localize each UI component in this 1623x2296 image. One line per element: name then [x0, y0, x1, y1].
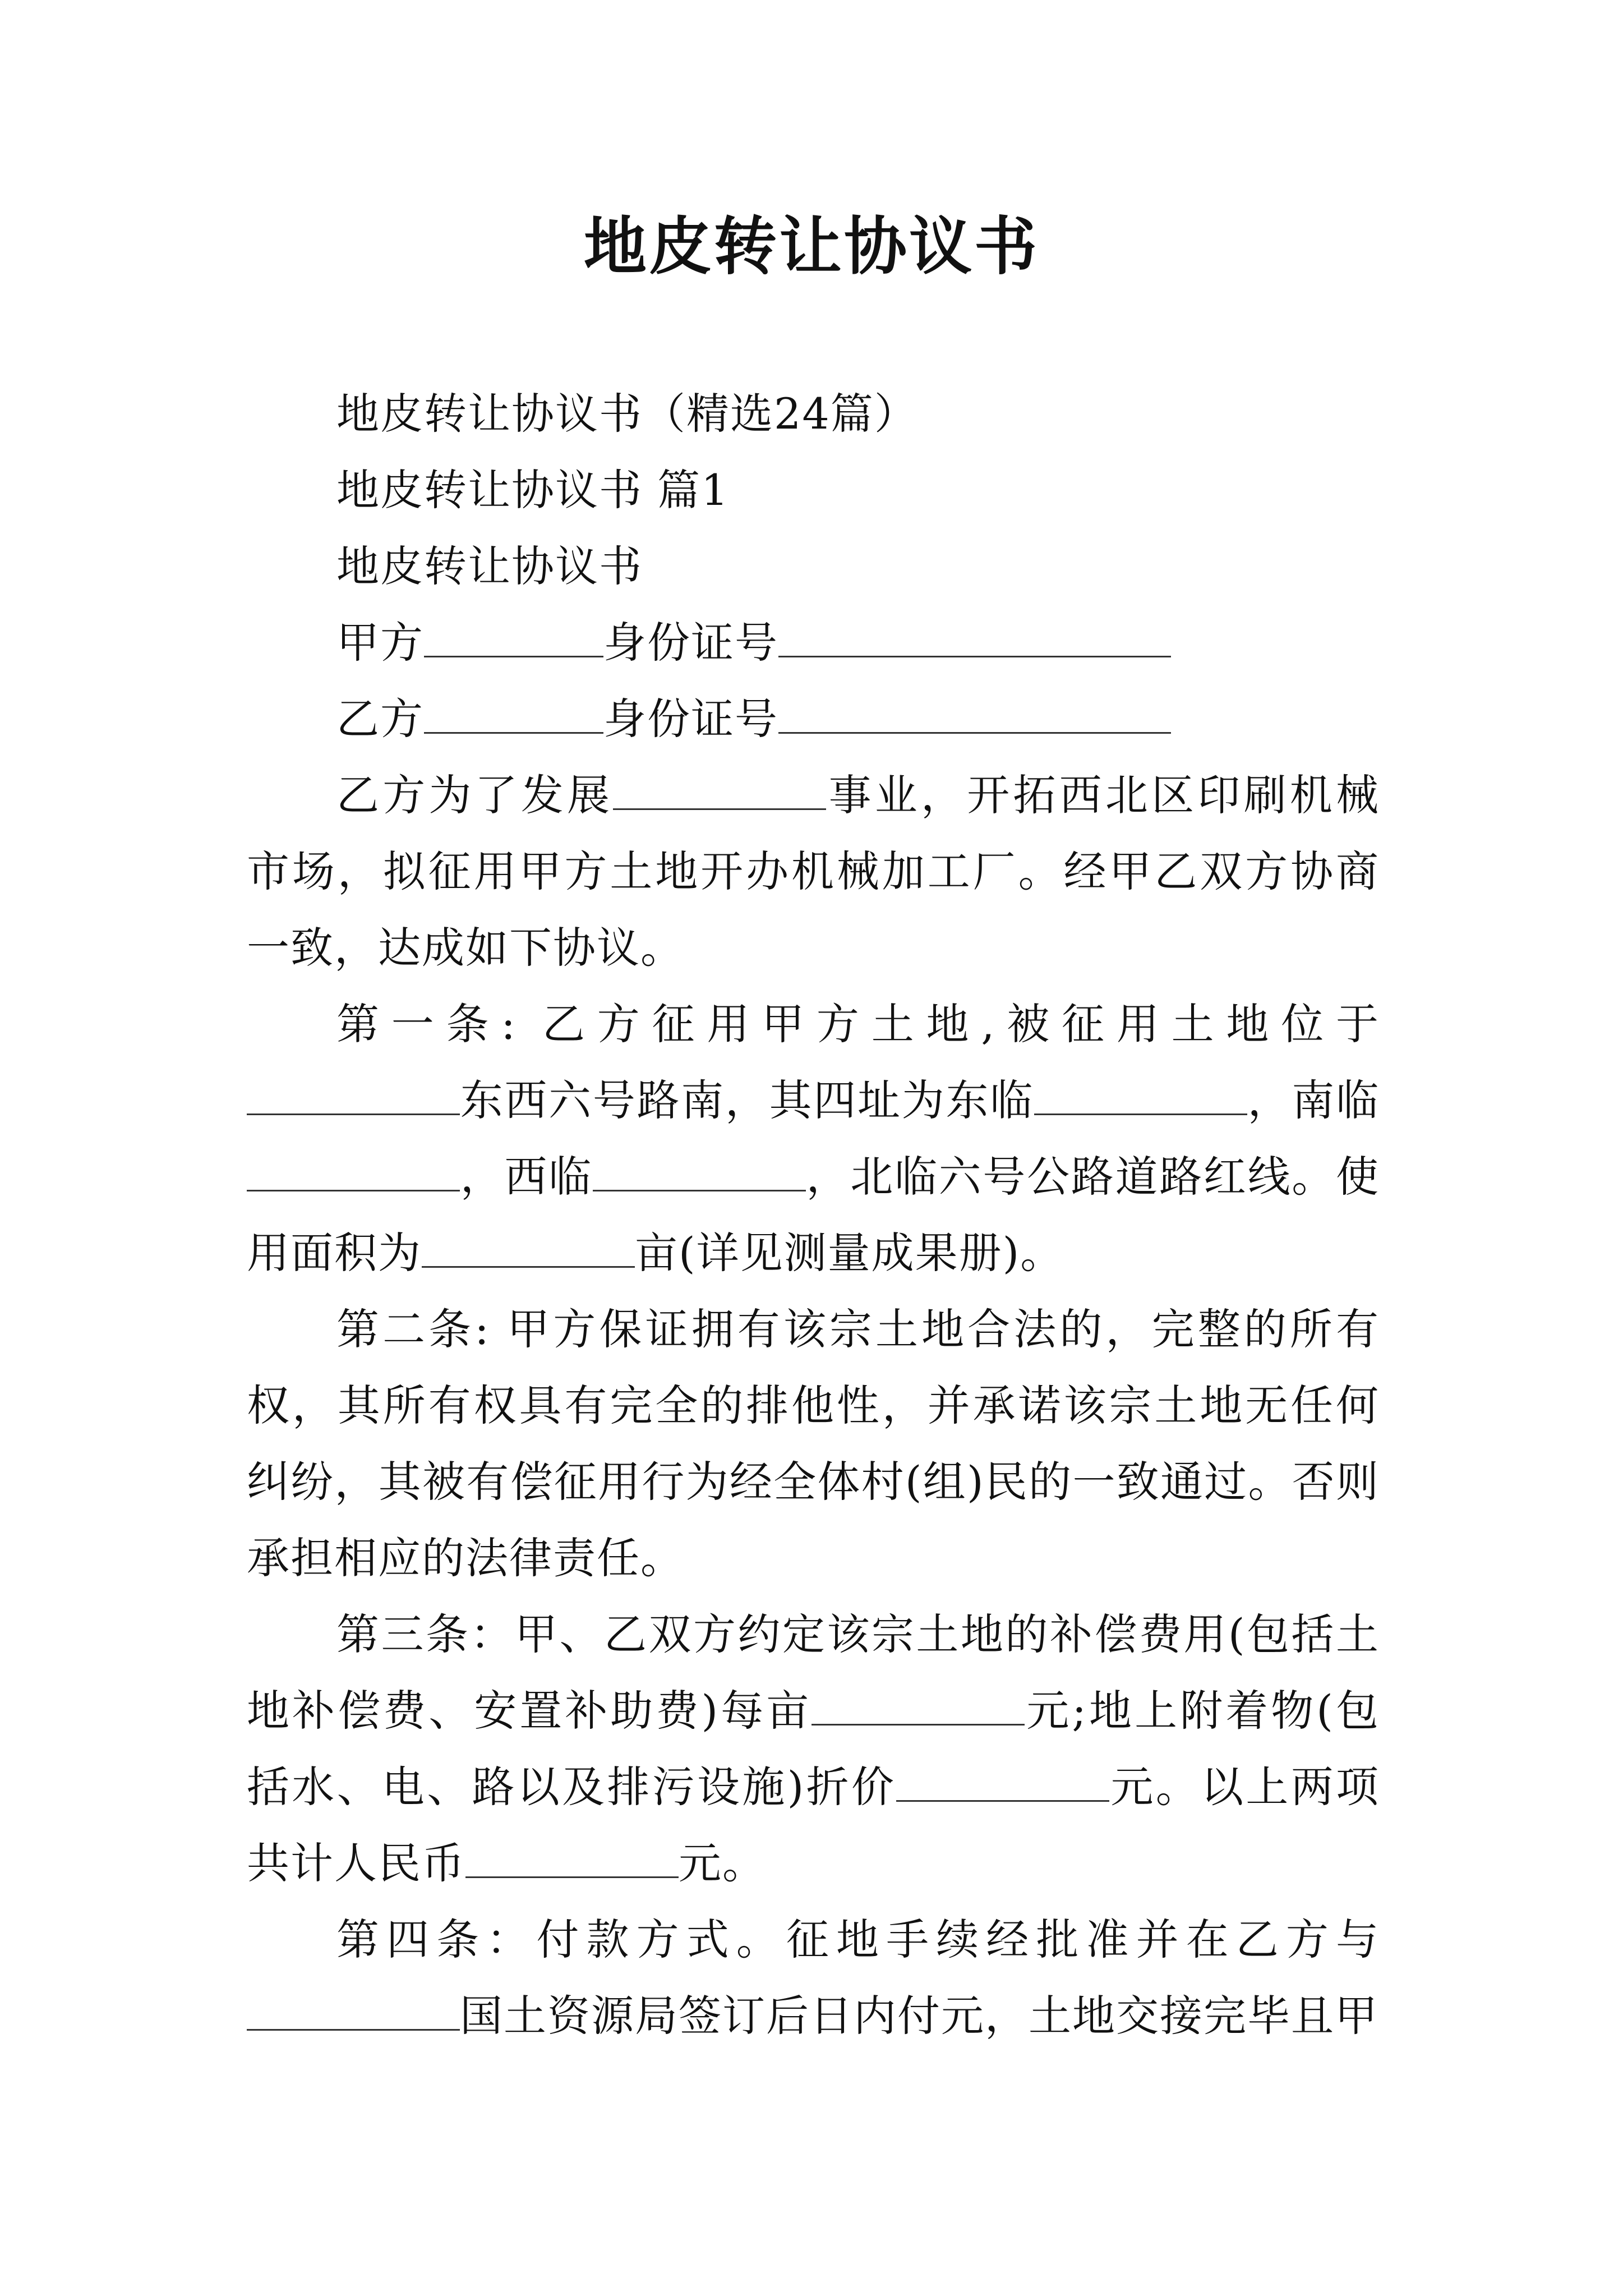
party-b-label: 乙方 — [336, 694, 424, 744]
article-1-text-a: 第一条: 乙方征用甲方土地,被征用土地位于 — [336, 999, 1380, 1049]
article-3-blank-per-mu — [811, 1685, 1025, 1726]
intro-blank — [613, 769, 826, 810]
article-1-text-b: 东西六号路南，其四址为东临 — [460, 1075, 1034, 1125]
article-3-blank-total — [465, 1837, 679, 1878]
article-3-text-c: 元。以上两项共计人民币 — [247, 1762, 1380, 1888]
article-3-text-d: 元。 — [679, 1838, 766, 1888]
party-b-blank — [424, 693, 603, 734]
article-1 — [247, 986, 1380, 1291]
party-a-line — [247, 605, 1380, 681]
article-1-blank-south — [247, 1151, 460, 1191]
party-a-id-blank — [778, 616, 1171, 657]
party-b-id-blank — [778, 693, 1171, 734]
document-title: 地皮转让协议书 — [584, 210, 1039, 283]
article-4 — [247, 1902, 1380, 2054]
article-1-text-f: 亩(详见测量成果册)。 — [635, 1228, 1064, 1278]
subtitle: 地皮转让协议书（精选24篇） — [336, 389, 918, 439]
article-3-text-b: 元;地上附着物(包括水、电、路以及排污设施)折价 — [247, 1686, 1380, 1812]
article-1-text-c: ，南临 — [1247, 1075, 1380, 1125]
article-3-blank-attachments — [896, 1761, 1109, 1802]
article-3-text-a: 第三条：甲、乙双方约定该宗土地的补偿费用(包括土地补偿费、安置补助费)每亩 — [247, 1609, 1380, 1736]
document-body — [247, 376, 1380, 2054]
party-b-line — [247, 681, 1380, 757]
article-1-blank-area — [422, 1227, 635, 1268]
intro-text-a: 乙方为了发展 — [336, 770, 614, 820]
article-2: 第二条: 甲方保证拥有该宗土地合法的，完整的所有权，其所有权具有完全的排他性，并承诺该宗土地无任何纠纷，其被有偿征用行为经全体村(组)民的一致通过。否则承担相应的法律责任。 — [247, 1304, 1380, 1583]
article-1-text-d: ，西临 — [460, 1152, 593, 1202]
article-1-blank-west — [593, 1151, 806, 1191]
chapter-title: 地皮转让协议书 — [336, 541, 643, 591]
article-3 — [247, 1596, 1380, 1902]
intro-text-b: 事业，开拓西北区印刷机械市场，拟征用甲方土地开办机械加工厂。经甲乙双方协商一致，达成如下协议。 — [247, 770, 1380, 973]
article-4-text-a: 第四条：付款方式。征地手续经批准并在乙方与 — [336, 1915, 1380, 1964]
article-1-text-e: ，北临六号公路道路红线。使用面积为 — [247, 1152, 1380, 1278]
party-b-id-label: 身份证号 — [603, 694, 778, 744]
party-a-id-label: 身份证号 — [603, 618, 778, 668]
chapter-heading: 地皮转让协议书 篇1 — [336, 465, 730, 515]
article-4-text-b: 国土资源局签订后日内付元，土地交接完毕且甲 — [460, 1991, 1378, 2041]
party-a-blank — [424, 616, 603, 657]
article-1-blank-east — [1034, 1074, 1247, 1115]
party-a-label: 甲方 — [336, 618, 424, 668]
article-4-blank — [247, 1990, 460, 2031]
intro-paragraph — [247, 757, 1380, 986]
article-1-blank-location — [247, 1074, 460, 1115]
